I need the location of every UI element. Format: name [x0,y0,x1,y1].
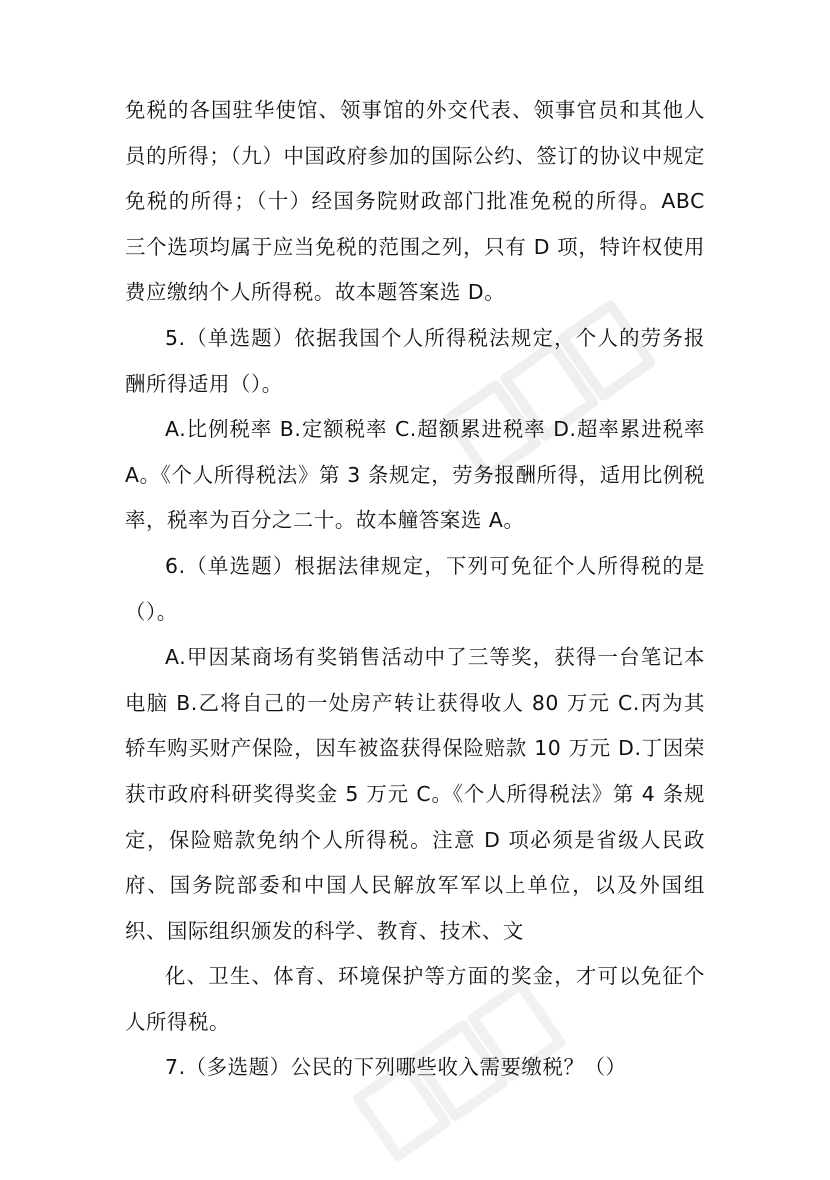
question-6-options-answer: A.甲因某商场有奖销售活动中了三等奖，获得一台笔记本电脑 B.乙将自己的一处房产转让获得收人 80 万元 C.丙为其轿车购买财产保险，因车被盗获得保险赔款 10 万元 D.丁因荣获市政府科研奖得奖金 5 万元 C。《个人所得税法》第 4 条规定，保险赔款免纳个人所得税。注意 D 项必须是省级人民政府、国务院部委和中国人民解放军军以上单位，以及外国组织、国际组织颁发的科学、教育、技术、文 [125,645,705,943]
question-5-stem: 5.（单选题）依据我国个人所得税法规定，个人的劳务报酬所得适用（）。 [125,325,705,396]
question-6-stem: 6.（单选题）根据法律规定，下列可免征个人所得税的是（）。 [125,553,705,624]
question-7-stem: 7.（多选题）公民的下列哪些收入需要缴税？（） [165,1055,627,1080]
question-6-answer-continued: 化、卫生、体育、环境保护等方面的奖金，才可以免征个人所得税。 [125,964,705,1034]
question-5-options-answer: A.比例税率 B.定额税率 C.超额累进税率 D.超率累进税率 A。《个人所得税法》第 3 条规定，劳务报酬所得，适用比例税率，税率为百分之二十。故本艟答案选 A。 [125,417,705,533]
document-body [125,88,705,1091]
answer-paragraph-q4: 免税的各国驻华使馆、领事馆的外交代表、领事官员和其他人员的所得；（九）中国政府参加的国际公约、签订的协议中规定免税的所得；（十）经国务院财政部门批准免税的所得。ABC 三个选项均属于应当免税的范围之列，只有 D 项，特许权使用费应缴纳个人所得税。故本题答案选 D。 [125,98,705,305]
